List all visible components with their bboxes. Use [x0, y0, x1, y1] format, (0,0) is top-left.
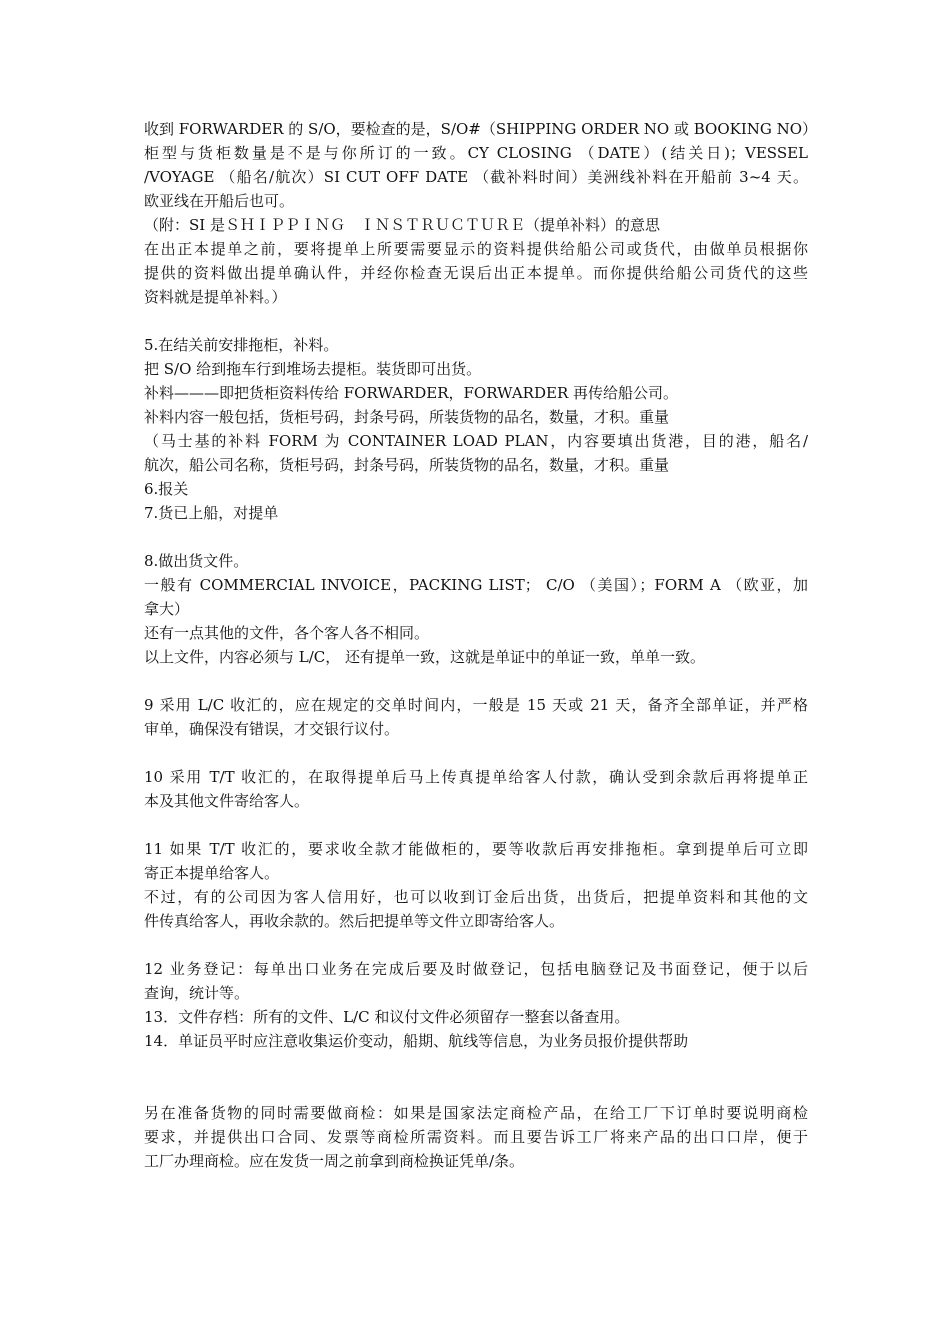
text-line: 拿大）	[144, 600, 190, 618]
spacer	[144, 309, 808, 333]
document-page	[144, 117, 818, 1173]
paragraph-container-arrangement	[144, 333, 808, 525]
text-line: （附：SI 是ＳＨＩＰＰＩＮＧ ＩＮＳＴＲＵＣＴＵＲＥ（提单补料）的意思	[144, 216, 660, 234]
paragraph-shipping-documents	[144, 549, 808, 669]
paragraph-lc-collection	[144, 693, 808, 741]
text-line: 工厂办理商检。应在发货一周之前拿到商检换证凭单/条。	[144, 1152, 525, 1170]
text-line: 以上文件，内容必须与 L/C， 还有提单一致，这就是单证中的单证一致，单单一致。	[144, 648, 706, 666]
spacer	[144, 669, 808, 693]
text-line: /VOYAGE （船名/航次）SI CUT OFF DATE （截补料时间）美洲线补料在开船前 3~4 天。	[144, 168, 808, 186]
text-line: 9 采用 L/C 收汇的，应在规定的交单时间内，一般是 15 天或 21 天，备齐全部单证，并严格	[144, 696, 808, 714]
text-line: 资料就是提单补料。）	[144, 288, 287, 306]
text-line: 12 业务登记：每单出口业务在完成后要及时做登记，包括电脑登记及书面登记，便于以后	[144, 960, 808, 978]
text-line: 补料内容一般包括，货柜号码，封条号码，所装货物的品名，数量，才积。重量	[144, 408, 670, 426]
text-line: 把 S/O 给到拖车行到堆场去提柜。装货即可出货。	[144, 360, 482, 378]
spacer	[144, 1053, 808, 1101]
paragraph-commodity-inspection	[144, 1101, 808, 1173]
text-line: 寄正本提单给客人。	[144, 864, 280, 882]
text-line: 要求，并提供出口合同、发票等商检所需资料。而且要告诉工厂将来产品的出口口岸，便于	[144, 1128, 808, 1146]
text-line: 件传真给客人，再收余款的。然后把提单等文件立即寄给客人。	[144, 912, 565, 930]
text-line: 在出正本提单之前，要将提单上所要需要显示的资料提供给船公司或货代，由做单员根据你	[144, 240, 808, 258]
text-line: 航次，船公司名称，货柜号码，封条号码，所装货物的品名，数量，才积。重量	[144, 456, 670, 474]
text-line: 一般有 COMMERCIAL INVOICE，PACKING LIST； C/O （美国）；FORM A （欧亚，加	[144, 576, 808, 594]
text-line: 11 如果 T/T 收汇的，要求收全款才能做柜的，要等收款后再安排拖柜。拿到提单后可立即	[144, 840, 808, 858]
spacer	[144, 813, 808, 837]
text-line: 本及其他文件寄给客人。	[144, 792, 310, 810]
text-line: 提供的资料做出提单确认件，并经你检查无误后出正本提单。而你提供给船公司货代的这些	[144, 264, 808, 282]
text-line: 查询，统计等。	[144, 984, 250, 1002]
text-line: 补料———即把货柜资料传给 FORWARDER，FORWARDER 再传给船公司。	[144, 384, 679, 402]
text-line: 13．文件存档：所有的文件、L/C 和议付文件必须留存一整套以备查用。	[144, 1008, 630, 1026]
paragraph-registration-archiving	[144, 957, 808, 1053]
text-line: 另在准备货物的同时需要做商检：如果是国家法定商检产品，在给工厂下订单时要说明商检	[144, 1104, 808, 1122]
text-line: 10 采用 T/T 收汇的，在取得提单后马上传真提单给客人付款，确认受到余款后再将提单正	[144, 768, 808, 786]
spacer	[144, 525, 808, 549]
text-line: 审单，确保没有错误，才交银行议付。	[144, 720, 400, 738]
text-line: 14．单证员平时应注意收集运价变动，船期、航线等信息，为业务员报价提供帮助	[144, 1032, 689, 1050]
paragraph-shipping-order-check	[144, 117, 818, 309]
text-line: 还有一点其他的文件，各个客人各不相同。	[144, 624, 430, 642]
text-line: （马士基的补料 FORM 为 CONTAINER LOAD PLAN，内容要填出货港，目的港，船名/	[144, 432, 808, 450]
text-line: 柜型与货柜数量是不是与你所订的一致。CY CLOSING （DATE）(结关日)；VESSEL	[144, 144, 808, 162]
text-line: 6.报关	[144, 480, 189, 498]
paragraph-tt-full-payment	[144, 837, 808, 933]
spacer	[144, 933, 808, 957]
text-line: 不过，有的公司因为客人信用好，也可以收到订金后出货，出货后，把提单资料和其他的文	[144, 888, 808, 906]
spacer	[144, 741, 808, 765]
text-line: 收到 FORWARDER 的 S/O，要检查的是，S/O#（SHIPPING ORDER NO 或 BOOKING NO）	[144, 120, 818, 138]
text-line: 8.做出货文件。	[144, 552, 249, 570]
text-line: 7.货已上船，对提单	[144, 504, 279, 522]
paragraph-tt-collection	[144, 765, 808, 813]
text-line: 5.在结关前安排拖柜，补料。	[144, 336, 339, 354]
text-line: 欧亚线在开船后也可。	[144, 192, 295, 210]
